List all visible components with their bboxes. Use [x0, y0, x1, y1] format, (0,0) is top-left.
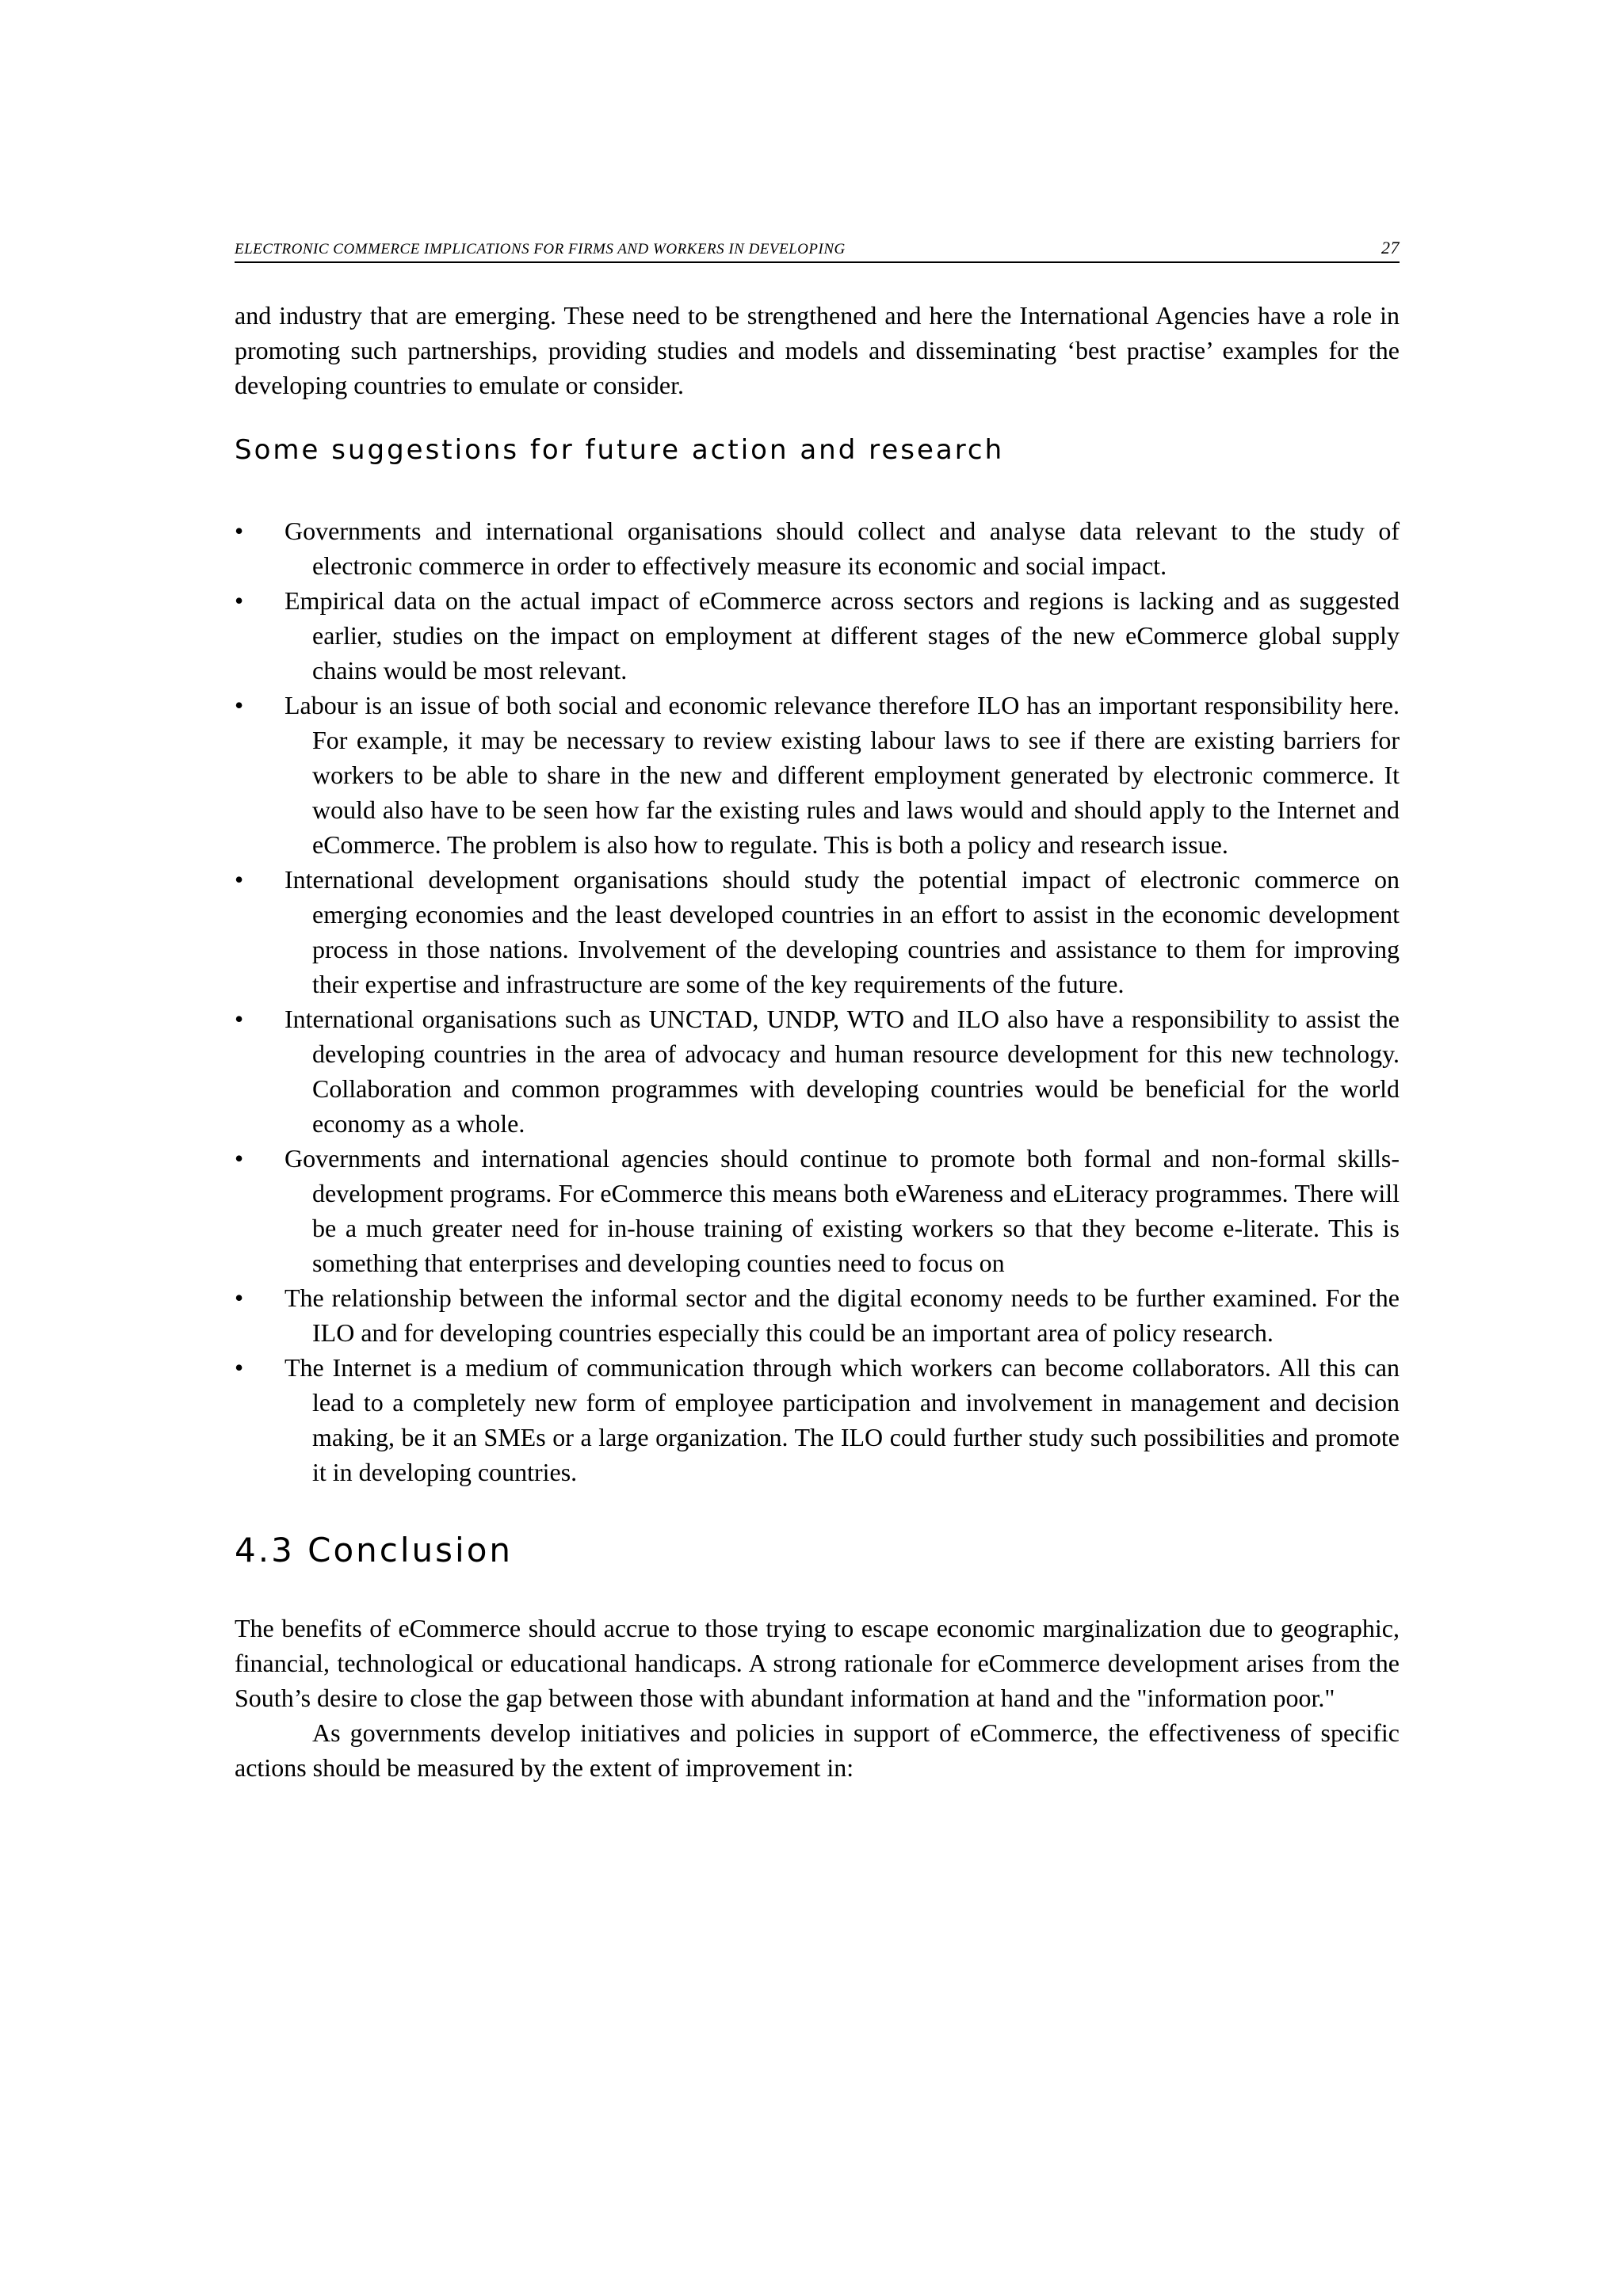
bullet-icon: •	[235, 1144, 244, 1173]
document-page	[235, 238, 1400, 1785]
bullet-icon: •	[235, 1283, 244, 1312]
suggestions-heading: Some suggestions for future action and research	[235, 434, 1005, 466]
list-item-text: Governments and international agencies should continue to promote both formal and non-formal skills-development programs. For eCommerce this means both eWareness and eLiteracy programmes. There will be a much greater need for in-house training of existing workers so that they become e-literate. This is something that enterprises and developing counties need to focus on	[285, 1144, 1400, 1277]
list-item	[235, 513, 1400, 583]
list-item	[235, 583, 1400, 688]
intro-paragraph: and industry that are emerging. These need to be strengthened and here the International Agencies have a role in promoting such partnerships, providing studies and models and disseminating ‘best practise’ examples for the developing countries to emulate or consider.	[235, 301, 1400, 399]
list-item-text: International development organisations should study the potential impact of electronic commerce on emerging economies and the least developed countries in an effort to assist in the economic development process in those nations. Involvement of the developing countries and assistance to them for improving their expertise and infrastructure are some of the key requirements of the future.	[285, 865, 1400, 998]
bullet-icon: •	[235, 865, 244, 894]
conclusion-body	[235, 1611, 1400, 1785]
suggestions-list	[235, 513, 1400, 1489]
bullet-icon: •	[235, 1005, 244, 1033]
bullet-icon: •	[235, 1353, 244, 1382]
running-header	[235, 238, 1400, 263]
bullet-icon: •	[235, 586, 244, 615]
list-item	[235, 1350, 1400, 1489]
list-item-text: The relationship between the informal sector and the digital economy needs to be further examined. For the ILO and for developing countries especially this could be an important area of policy research.	[285, 1283, 1400, 1347]
list-item-text: International organisations such as UNCTAD, UNDP, WTO and ILO also have a responsibility to assist the developing countries in the area of advocacy and human resource development for this new technology. Collaboration and common programmes with developing countries would be beneficial for the world economy as a whole.	[285, 1005, 1400, 1138]
list-item	[235, 688, 1400, 862]
bullet-icon: •	[235, 691, 244, 719]
running-header-title: ELECTRONIC COMMERCE IMPLICATIONS FOR FIRMS AND WORKERS IN DEVELOPING	[235, 241, 846, 257]
list-item	[235, 1280, 1400, 1350]
list-item	[235, 862, 1400, 1001]
conclusion-paragraph-1: The benefits of eCommerce should accrue to those trying to escape economic marginalization due to geographic, financial, technological or educational handicaps. A strong rationale for eCommerce development arises from the South’s desire to close the gap between those with abundant information at hand and the "information poor."	[235, 1614, 1400, 1712]
list-item	[235, 1001, 1400, 1141]
list-item-text: The Internet is a medium of communication through which workers can become collaborators. All this can lead to a completely new form of employee participation and involvement in management and decision making, be it an SMEs or a large organization. The ILO could further study such possibilities and promote it in developing countries.	[285, 1353, 1400, 1486]
page-number: 27	[1381, 238, 1400, 257]
conclusion-heading: 4.3 Conclusion	[235, 1531, 514, 1569]
list-item-text: Labour is an issue of both social and economic relevance therefore ILO has an important responsibility here. For example, it may be necessary to review existing labour laws to see if there are existing barriers for workers to be able to share in the new and different employment generated by electronic commerce. It would also have to be seen how far the existing rules and laws would and should apply to the Internet and eCommerce. The problem is also how to regulate. This is both a policy and research issue.	[285, 691, 1400, 859]
list-item	[235, 1141, 1400, 1280]
list-item-text: Governments and international organisations should collect and analyse data relevant to the study of electronic commerce in order to effectively measure its economic and social impact.	[285, 517, 1400, 580]
conclusion-paragraph-2: As governments develop initiatives and policies in support of eCommerce, the effectiveness of specific actions should be measured by the extent of improvement in:	[235, 1718, 1400, 1782]
list-item-text: Empirical data on the actual impact of eCommerce across sectors and regions is lacking and as suggested earlier, studies on the impact on employment at different stages of the new eCommerce global supply chains would be most relevant.	[285, 586, 1400, 685]
bullet-icon: •	[235, 517, 244, 545]
